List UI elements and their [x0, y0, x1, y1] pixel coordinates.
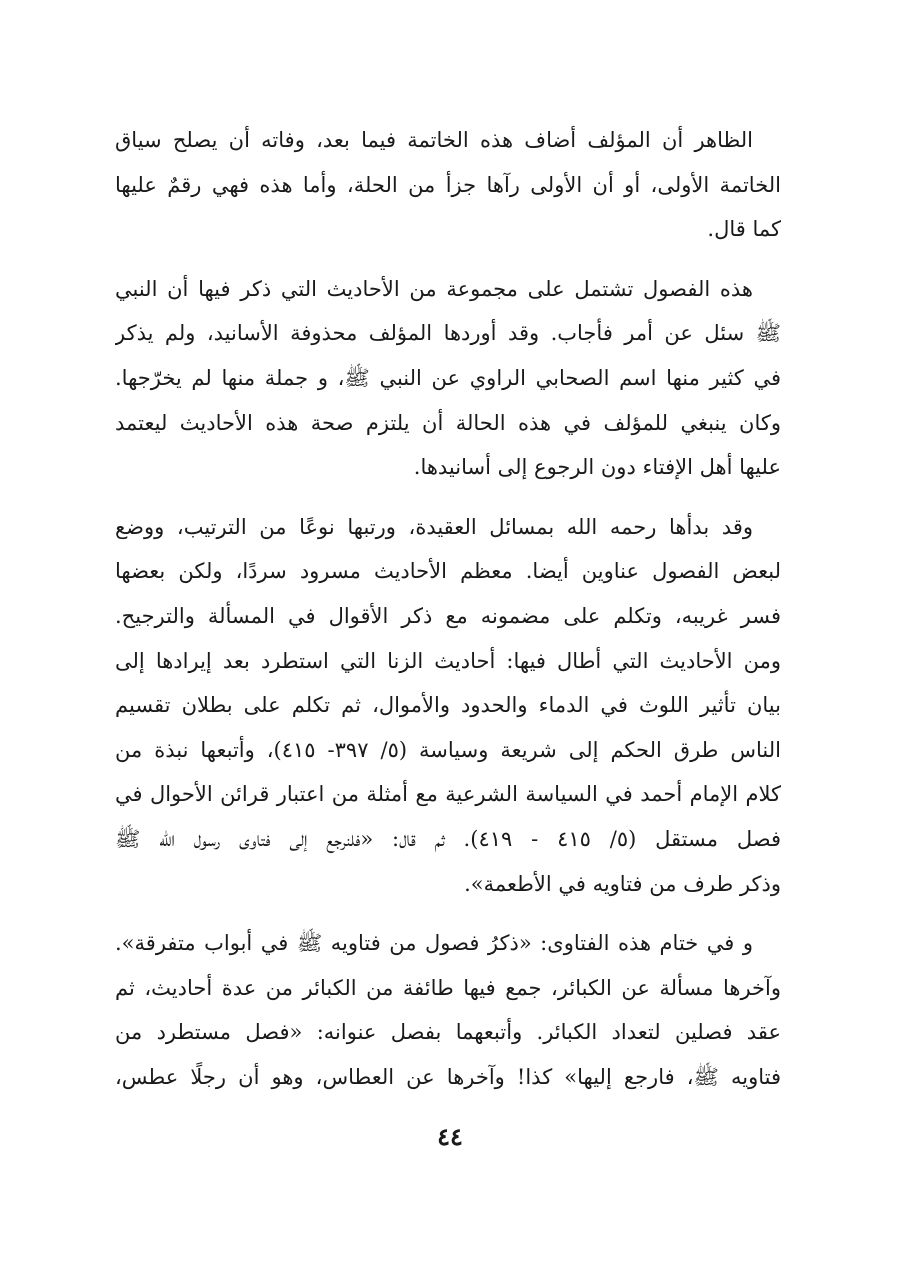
text-line: في كثير منها اسم الصحابي الراوي عن النبي ﷺ، و جملة منها لم يخرّجها. — [115, 365, 781, 390]
text-line: عقد فصلين لتعداد الكبائر. وأتبعهما بفصل عنوانه: «فصل مستطرد من — [115, 1020, 781, 1045]
text-line: ومن الأحاديث التي أطال فيها: أحاديث الزنا التي استطرد بعد إيرادها إلى — [115, 648, 781, 673]
paragraph-2 — [115, 267, 781, 490]
text-line: هذه الفصول تشتمل على مجموعة من الأحاديث التي ذكر فيها أن النبي — [115, 276, 753, 301]
text-line: الخاتمة الأولى، أو أن الأولى رآها جزأ من الحلة، وأما هذه فهي رقمٌ عليها — [115, 172, 781, 197]
text-line: كما قال. — [707, 217, 781, 242]
text-line: وذكر طرف من فتاويه في الأطعمة». — [464, 871, 781, 896]
text-line: فصل مستقل (٥/ ٤١٥ - ٤١٩). ثم قال: «فلنرجع إلى فتاوى رسول الله ﷺ — [115, 826, 781, 851]
paragraph-4 — [115, 921, 781, 1099]
text-line: كلام الإمام أحمد في السياسة الشرعية مع أمثلة من اعتبار قرائن الأحوال في — [115, 782, 781, 807]
page-number: ٤٤ — [437, 1122, 463, 1151]
text-line: بيان تأثير اللوث في الدماء والحدود والأموال، ثم تكلم على بطلان تقسيم — [115, 693, 781, 718]
text-line: و في ختام هذه الفتاوى: «ذكرُ فصول من فتاويه ﷺ في أبواب متفرقة». — [115, 931, 753, 956]
text-line: فتاويه ﷺ، فارجع إليها» كذا! وآخرها عن العطاس، وهو أن رجلًا عطس، — [115, 1064, 781, 1089]
text-line: وكان ينبغي للمؤلف في هذه الحالة أن يلتزم صحة هذه الأحاديث ليعتمد — [115, 410, 781, 435]
text-line: وآخرها مسألة عن الكبائر، جمع فيها طائفة من الكبائر من عدة أحاديث، ثم — [115, 975, 781, 1000]
text-line: الظاهر أن المؤلف أضاف هذه الخاتمة فيما بعد، وفاته أن يصلح سياق — [115, 128, 753, 152]
text-line: الناس طرق الحكم إلى شريعة وسياسة (٥/ ٣٩٧- ٤١٥)، وأتبعها نبذة من — [115, 737, 781, 762]
text-line: وقد بدأها رحمه الله بمسائل العقيدة، ورتبها نوعًا من الترتيب، ووضع — [115, 514, 753, 539]
body-text — [115, 118, 781, 1114]
paragraph-3 — [115, 505, 781, 906]
text-line: لبعض الفصول عناوين أيضا. معظم الأحاديث مسرود سردًا، ولكن بعضها — [115, 559, 781, 584]
text-line: ﷺ سئل عن أمر فأجاب. وقد أوردها المؤلف محذوفة الأسانيد، ولم يذكر — [115, 321, 781, 346]
text-line: فسر غريبه، وتكلم على مضمونه مع ذكر الأقوال في المسألة والترجيح. — [115, 603, 781, 628]
paragraph-1 — [115, 118, 781, 252]
text-line: عليها أهل الإفتاء دون الرجوع إلى أسانيدها. — [413, 455, 781, 480]
